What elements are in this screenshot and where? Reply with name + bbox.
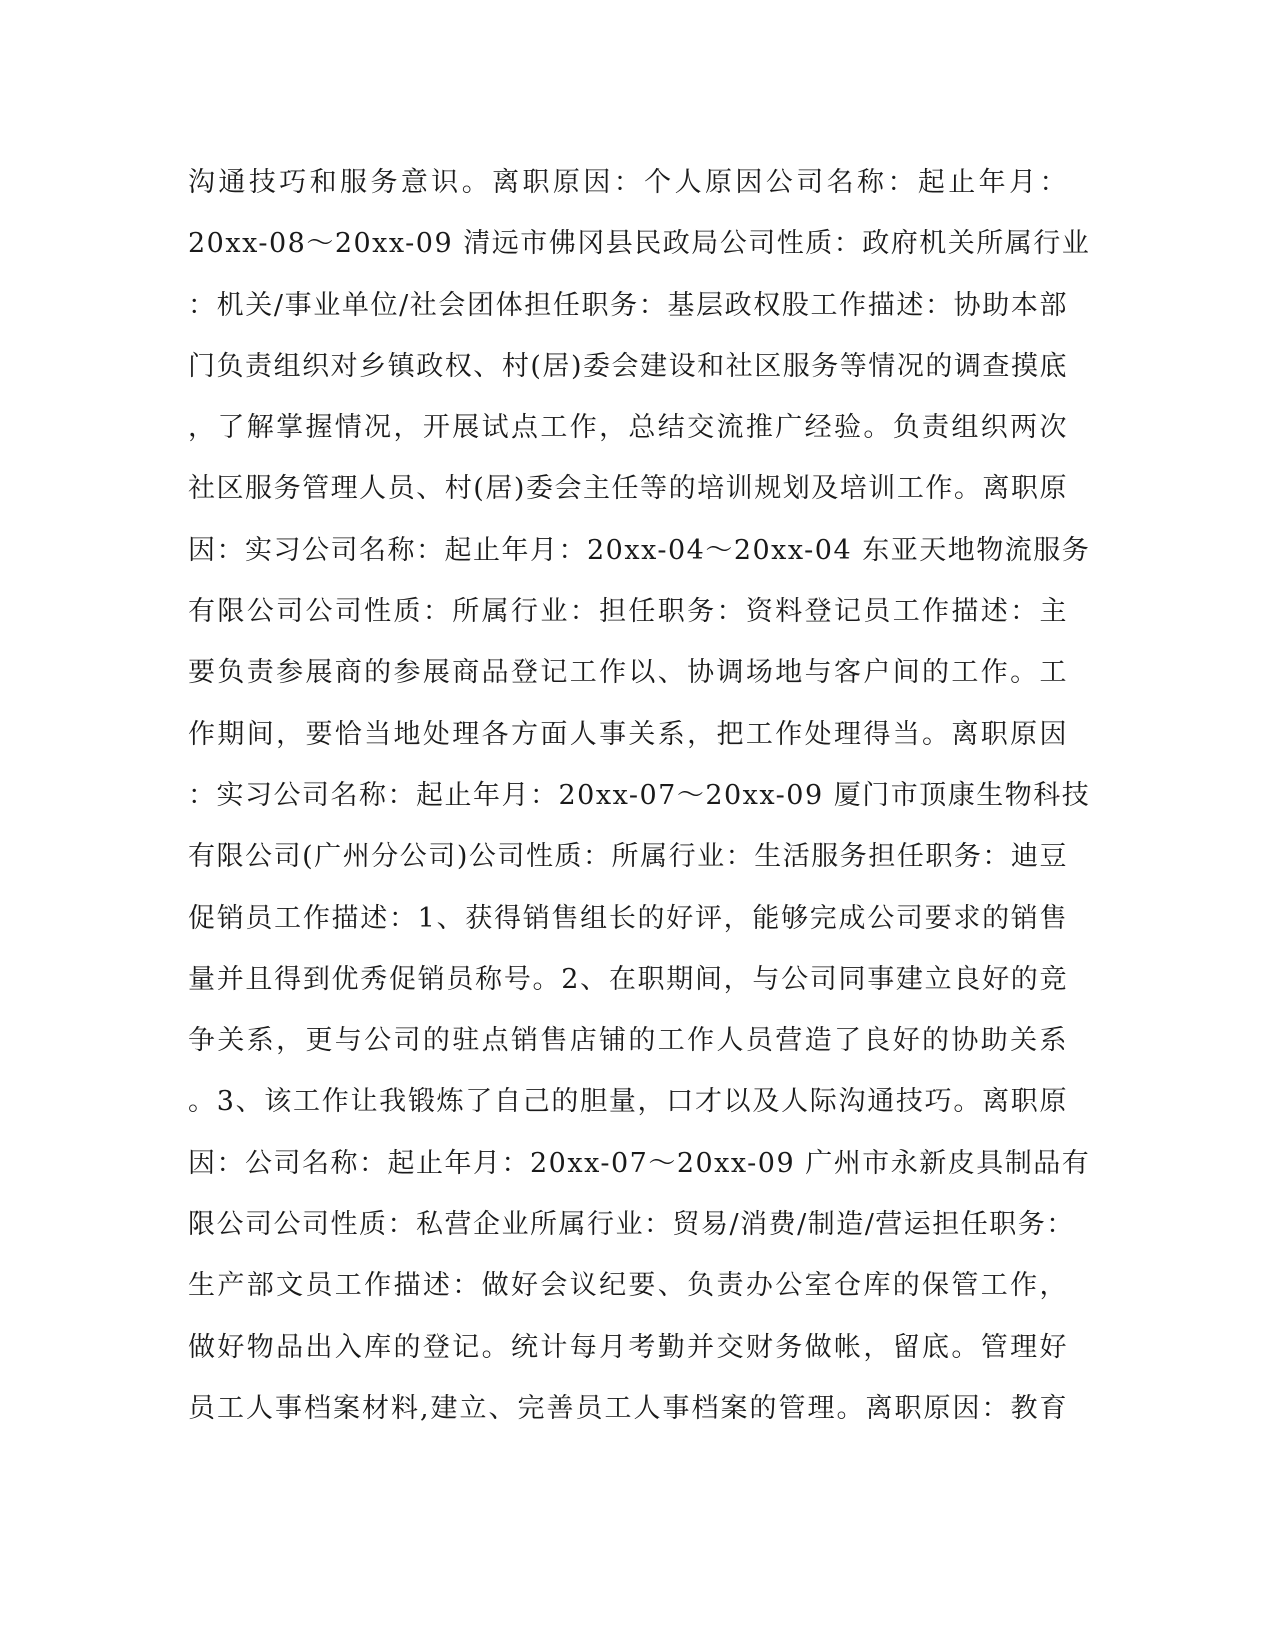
text-line: 。3、该工作让我锻炼了自己的胆量，口才以及人际沟通技巧。离职原 [188,1086,1068,1118]
text-line: 员工人事档案材料,建立、完善员工人事档案的管理。离职原因：教育 [188,1392,1068,1424]
text-line: 沟通技巧和服务意识。离职原因：个人原因公司名称：起止年月： [188,167,1068,198]
text-line: ：机关/事业单位/社会团体担任职务：基层政权股工作描述：协助本部 [188,289,1068,321]
text-line: 做好物品出入库的登记。统计每月考勤并交财务做帐，留底。管理好 [188,1331,1068,1363]
text-line: 生产部文员工作描述：做好会议纪要、负责办公室仓库的保管工作， [188,1270,1068,1302]
text-line: 量并且得到优秀促销员称号。2、在职期间，与公司同事建立良好的竞 [188,963,1068,995]
body-text [188,163,1091,1450]
text-line: 门负责组织对乡镇政权、村(居)委会建设和社区服务等情况的调查摸底 [188,350,1068,382]
text-line: 因：公司名称：起止年月：20xx-07～20xx-09 广州市永新皮具制品有 [188,1147,1091,1179]
text-line: ，了解掌握情况，开展试点工作，总结交流推广经验。负责组织两次 [188,412,1068,444]
text-line: 20xx-08～20xx-09 清远市佛冈县民政局公司性质：政府机关所属行业 [188,228,1091,260]
text-line: 有限公司公司性质：所属行业：担任职务：资料登记员工作描述：主 [188,596,1068,628]
text-line: 社区服务管理人员、村(居)委会主任等的培训规划及培训工作。离职原 [188,473,1068,505]
text-line: ：实习公司名称：起止年月：20xx-07～20xx-09 厦门市顶康生物科技 [188,779,1091,811]
text-line: 要负责参展商的参展商品登记工作以、协调场地与客户间的工作。工 [188,657,1068,689]
text-line: 限公司公司性质：私营企业所属行业：贸易/消费/制造/营运担任职务： [188,1209,1075,1241]
text-line: 争关系，更与公司的驻点销售店铺的工作人员营造了良好的协助关系 [188,1025,1068,1057]
text-line: 因：实习公司名称：起止年月：20xx-04～20xx-04 东亚天地物流服务 [188,534,1091,566]
text-line: 作期间，要恰当地处理各方面人事关系，把工作处理得当。离职原因 [188,718,1068,750]
text-line: 促销员工作描述：1、获得销售组长的好评，能够完成公司要求的销售 [188,902,1068,934]
text-line: 有限公司(广州分公司)公司性质：所属行业：生活服务担任职务：迪豆 [188,841,1068,873]
